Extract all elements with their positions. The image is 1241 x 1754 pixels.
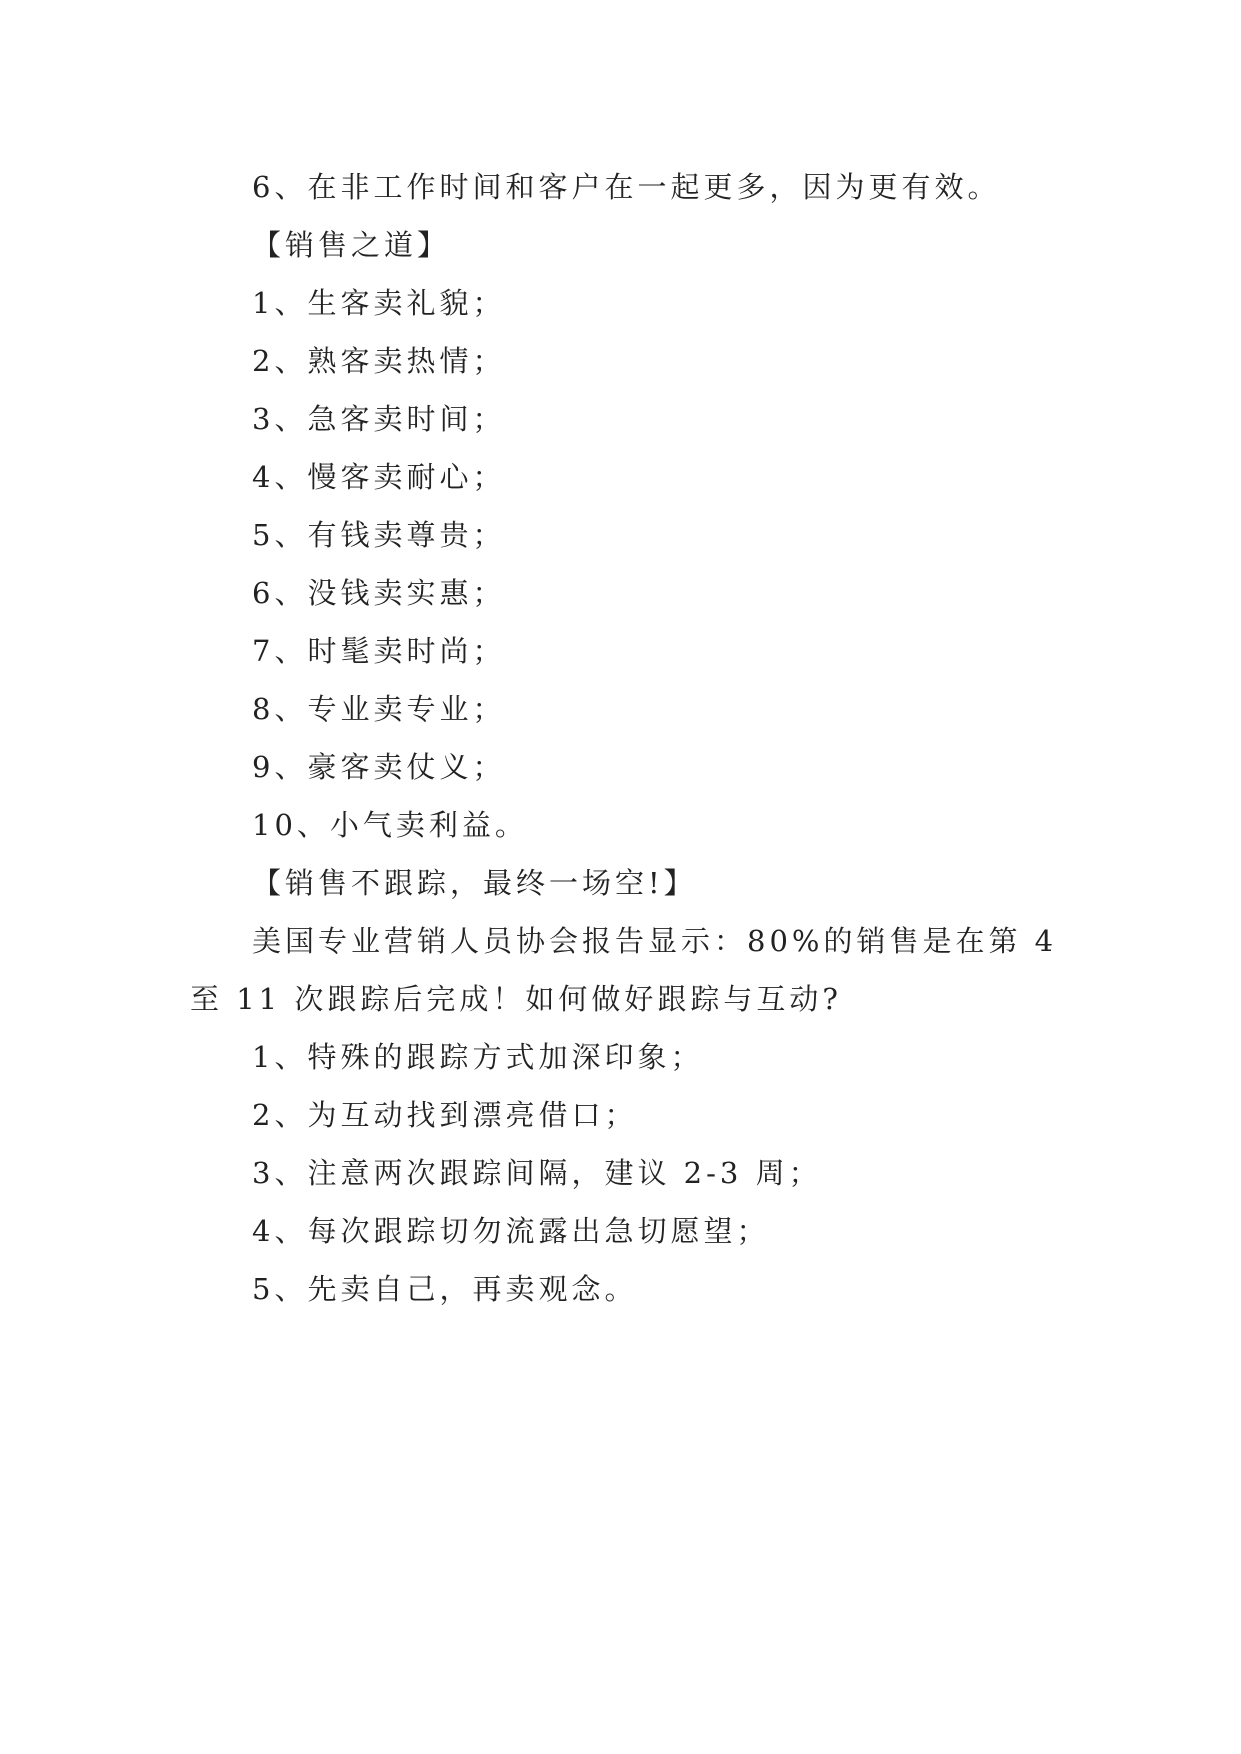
list-item: 9、豪客卖仗义； [252,750,506,784]
document-body [190,158,1058,1318]
section-heading-follow-up: 【销售不跟踪，最终一场空!】 [252,866,697,900]
list-item: 7、时髦卖时尚； [252,634,506,668]
list-item: 1、生客卖礼貌； [252,286,506,320]
list-item: 10、小气卖利益。 [252,808,528,842]
list-item: 4、每次跟踪切勿流露出急切愿望； [252,1214,770,1248]
list-item: 6、没钱卖实惠； [252,576,506,610]
list-item: 2、熟客卖热情； [252,344,506,378]
list-item: 4、慢客卖耐心； [252,460,506,494]
list-item: 1、特殊的跟踪方式加深印象； [252,1040,704,1074]
list-item: 2、为互动找到漂亮借口； [252,1098,638,1132]
list-item: 8、专业卖专业； [252,692,506,726]
list-item: 3、急客卖时间； [252,402,506,436]
text-line-tip-6: 6、在非工作时间和客户在一起更多，因为更有效。 [252,170,1001,204]
section-heading-sales-way: 【销售之道】 [252,228,451,262]
list-item: 5、先卖自己，再卖观念。 [252,1272,638,1306]
paragraph-line-2: 至 11 次跟踪后完成！如何做好跟踪与互动? [190,982,842,1016]
list-item: 3、注意两次跟踪间隔，建议 2-3 周； [252,1156,822,1190]
paragraph-line-1: 美国专业营销人员协会报告显示：80%的销售是在第 4 [252,924,1058,958]
list-item: 5、有钱卖尊贵； [252,518,506,552]
